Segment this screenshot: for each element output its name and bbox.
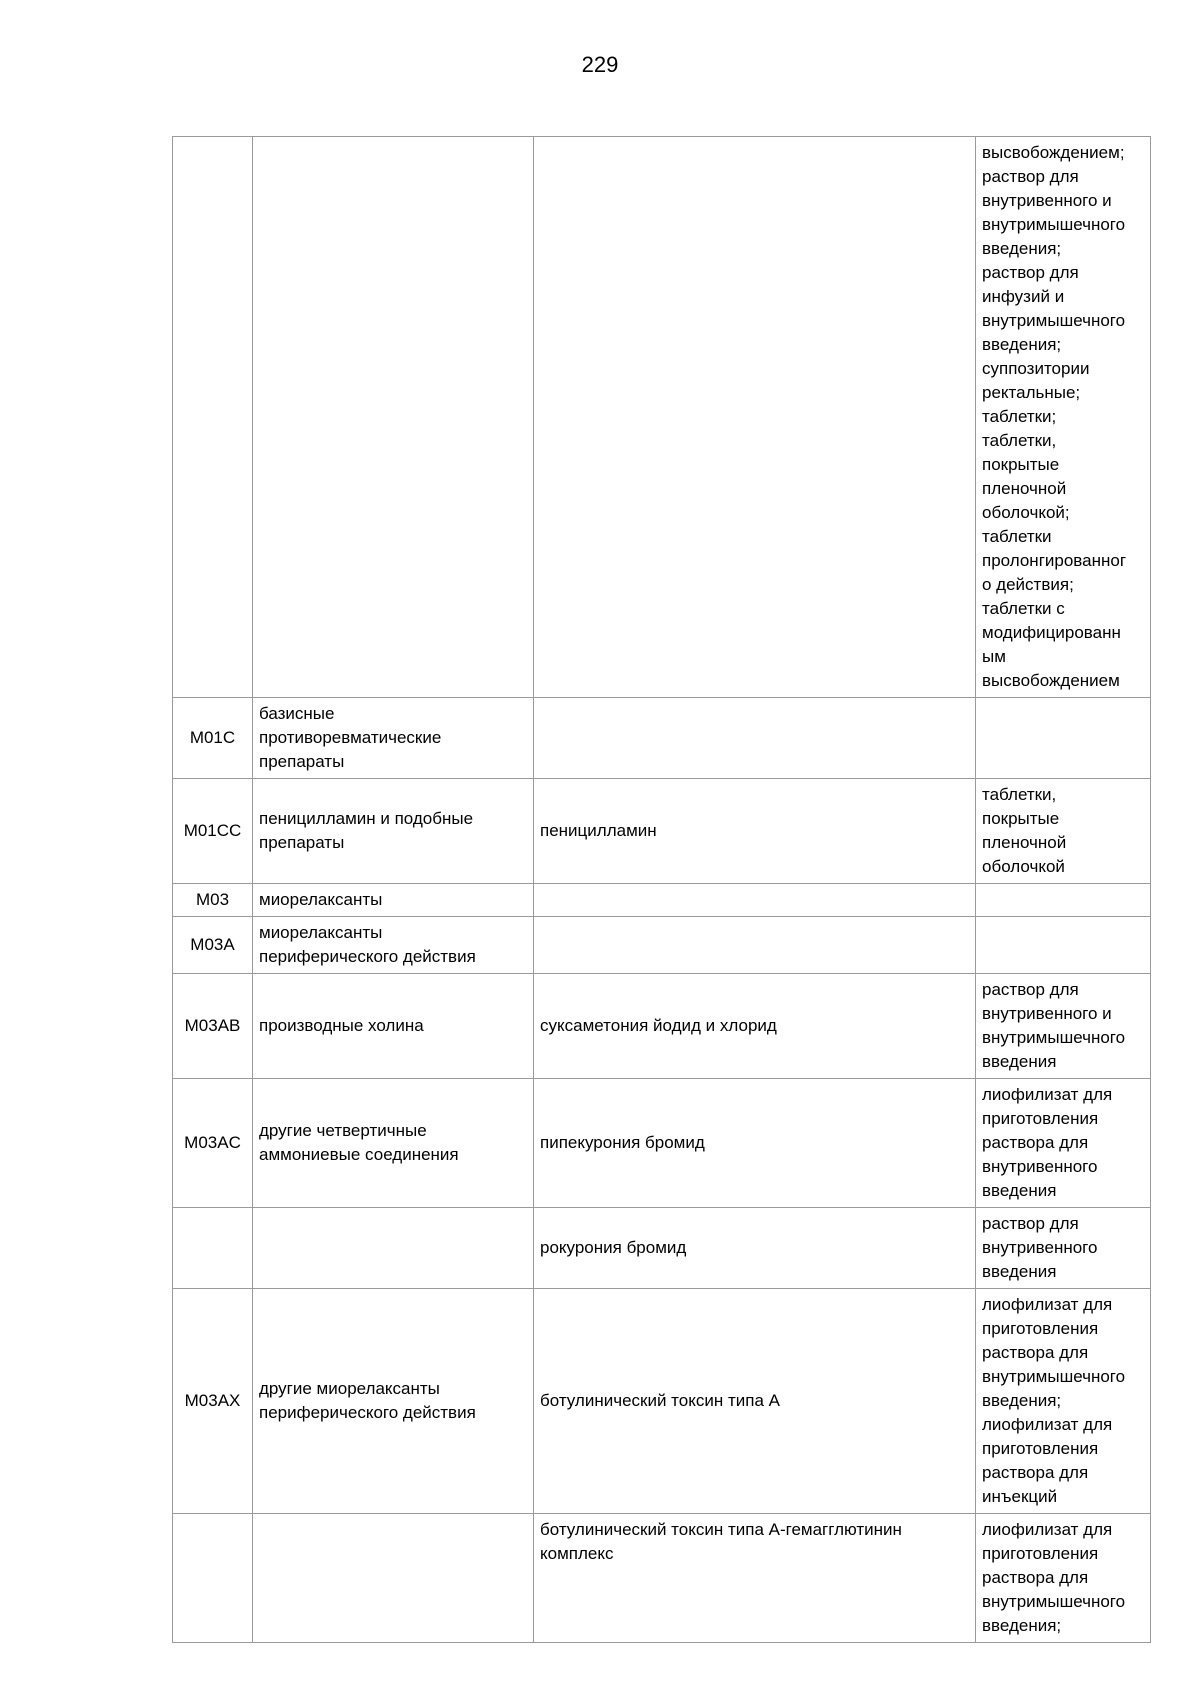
dosage-form-line: раствор для bbox=[982, 980, 1079, 999]
group-name-cell bbox=[253, 1514, 534, 1643]
dosage-form-line: высвобождением bbox=[982, 671, 1120, 690]
dosage-form-cell bbox=[976, 1208, 1151, 1289]
dosage-form-line: инфузий и bbox=[982, 287, 1065, 306]
dosage-form-line: приготовления bbox=[982, 1544, 1099, 1563]
dosage-form-cell bbox=[976, 884, 1151, 917]
group-name-line: периферического действия bbox=[259, 947, 476, 966]
table-row bbox=[173, 1514, 1151, 1643]
dosage-form-line: раствор для bbox=[982, 167, 1079, 186]
dosage-form-cell bbox=[976, 917, 1151, 974]
group-name-cell bbox=[253, 884, 534, 917]
atc-code-cell: M03AB bbox=[173, 974, 253, 1079]
dosage-form-line: внутривенного bbox=[982, 1157, 1098, 1176]
group-name-line: базисные bbox=[259, 704, 335, 723]
atc-code-cell bbox=[173, 1514, 253, 1643]
table-body bbox=[173, 137, 1151, 1643]
drug-name-line: пипекурония бромид bbox=[540, 1133, 705, 1152]
dosage-form-line: внутривенного и bbox=[982, 191, 1112, 210]
group-name-cell bbox=[253, 917, 534, 974]
dosage-form-cell bbox=[976, 137, 1151, 698]
dosage-form-line: раствора для bbox=[982, 1463, 1089, 1482]
table-row bbox=[173, 884, 1151, 917]
dosage-form-line: пленочной bbox=[982, 479, 1067, 498]
dosage-form-line: о действия; bbox=[982, 575, 1074, 594]
drug-table bbox=[172, 136, 1151, 1643]
drug-name-cell bbox=[534, 1514, 976, 1643]
dosage-form-line: лиофилизат для bbox=[982, 1085, 1113, 1104]
group-name-line: миорелаксанты bbox=[259, 890, 383, 909]
dosage-form-line: пленочной bbox=[982, 833, 1067, 852]
dosage-form-cell bbox=[976, 974, 1151, 1079]
group-name-line: периферического действия bbox=[259, 1403, 476, 1422]
dosage-form-line: введения bbox=[982, 1181, 1057, 1200]
dosage-form-line: раствор для bbox=[982, 1214, 1079, 1233]
drug-name-cell bbox=[534, 974, 976, 1079]
page-number: 229 bbox=[581, 52, 619, 77]
drug-name-cell bbox=[534, 698, 976, 779]
dosage-form-line: пролонгированног bbox=[982, 551, 1127, 570]
dosage-form-cell bbox=[976, 1514, 1151, 1643]
dosage-form-line: ым bbox=[982, 647, 1006, 666]
atc-code-cell: M03A bbox=[173, 917, 253, 974]
group-name-cell bbox=[253, 137, 534, 698]
dosage-form-line: раствор для bbox=[982, 263, 1079, 282]
dosage-form-cell bbox=[976, 1289, 1151, 1514]
drug-name-cell bbox=[534, 1208, 976, 1289]
drug-name-cell bbox=[534, 1289, 976, 1514]
drug-name-cell bbox=[534, 884, 976, 917]
group-name-line: препараты bbox=[259, 833, 345, 852]
dosage-form-line: таблетки bbox=[982, 527, 1052, 546]
group-name-line: противоревматические bbox=[259, 728, 442, 747]
dosage-form-line: лиофилизат для bbox=[982, 1295, 1113, 1314]
group-name-line: другие миорелаксанты bbox=[259, 1379, 440, 1398]
drug-name-line: суксаметония йодид и хлорид bbox=[540, 1016, 777, 1035]
atc-code-cell: M03AC bbox=[173, 1079, 253, 1208]
dosage-form-line: модифицированн bbox=[982, 623, 1121, 642]
table-row bbox=[173, 698, 1151, 779]
dosage-form-line: внутривенного bbox=[982, 1238, 1098, 1257]
table-row bbox=[173, 1079, 1151, 1208]
drug-name-line: пеницилламин bbox=[540, 821, 657, 840]
group-name-cell bbox=[253, 974, 534, 1079]
atc-code-cell: M01CC bbox=[173, 779, 253, 884]
dosage-form-line: высвобождением; bbox=[982, 143, 1125, 162]
drug-name-line: ботулинический токсин типа А bbox=[540, 1391, 780, 1410]
dosage-form-line: приготовления bbox=[982, 1439, 1099, 1458]
dosage-form-line: покрытые bbox=[982, 455, 1060, 474]
dosage-form-line: оболочкой bbox=[982, 857, 1065, 876]
drug-name-cell bbox=[534, 137, 976, 698]
group-name-cell bbox=[253, 1208, 534, 1289]
table-row bbox=[173, 137, 1151, 698]
atc-code-cell bbox=[173, 1208, 253, 1289]
group-name-cell bbox=[253, 779, 534, 884]
dosage-form-line: введения bbox=[982, 1262, 1057, 1281]
drug-name-cell bbox=[534, 779, 976, 884]
dosage-form-line: приготовления bbox=[982, 1109, 1099, 1128]
dosage-form-line: введения; bbox=[982, 1391, 1062, 1410]
dosage-form-line: внутримышечного bbox=[982, 1367, 1126, 1386]
table-row bbox=[173, 974, 1151, 1079]
dosage-form-line: внутримышечного bbox=[982, 215, 1126, 234]
dosage-form-line: раствора для bbox=[982, 1133, 1089, 1152]
dosage-form-line: оболочкой; bbox=[982, 503, 1070, 522]
drug-name-cell bbox=[534, 917, 976, 974]
group-name-line: производные холина bbox=[259, 1016, 424, 1035]
dosage-form-line: внутримышечного bbox=[982, 1592, 1126, 1611]
dosage-form-line: таблетки, bbox=[982, 785, 1057, 804]
dosage-form-line: введения; bbox=[982, 239, 1062, 258]
dosage-form-line: внутривенного и bbox=[982, 1004, 1112, 1023]
dosage-form-line: покрытые bbox=[982, 809, 1060, 828]
group-name-line: пеницилламин и подобные bbox=[259, 809, 474, 828]
table-row bbox=[173, 1289, 1151, 1514]
table-row bbox=[173, 779, 1151, 884]
dosage-form-line: раствора для bbox=[982, 1343, 1089, 1362]
dosage-form-line: таблетки с bbox=[982, 599, 1065, 618]
atc-code-cell: M03AX bbox=[173, 1289, 253, 1514]
group-name-line: аммониевые соединения bbox=[259, 1145, 459, 1164]
atc-code-cell: M01C bbox=[173, 698, 253, 779]
dosage-form-cell bbox=[976, 698, 1151, 779]
group-name-cell bbox=[253, 1289, 534, 1514]
group-name-line: миорелаксанты bbox=[259, 923, 383, 942]
dosage-form-line: таблетки, bbox=[982, 431, 1057, 450]
dosage-form-line: таблетки; bbox=[982, 407, 1057, 426]
drug-name-line: рокурония бромид bbox=[540, 1238, 687, 1257]
dosage-form-line: ректальные; bbox=[982, 383, 1081, 402]
dosage-form-line: введения bbox=[982, 1052, 1057, 1071]
drug-name-line: комплекс bbox=[540, 1544, 614, 1563]
dosage-form-cell bbox=[976, 779, 1151, 884]
dosage-form-line: суппозитории bbox=[982, 359, 1090, 378]
dosage-form-cell bbox=[976, 1079, 1151, 1208]
group-name-line: препараты bbox=[259, 752, 345, 771]
table-row bbox=[173, 1208, 1151, 1289]
dosage-form-line: введения; bbox=[982, 335, 1062, 354]
group-name-cell bbox=[253, 698, 534, 779]
drug-name-line: ботулинический токсин типа А-гемагглютинин bbox=[540, 1520, 902, 1539]
dosage-form-line: лиофилизат для bbox=[982, 1520, 1113, 1539]
dosage-form-line: инъекций bbox=[982, 1487, 1058, 1506]
drug-name-cell bbox=[534, 1079, 976, 1208]
group-name-cell bbox=[253, 1079, 534, 1208]
group-name-line: другие четвертичные bbox=[259, 1121, 427, 1140]
atc-code-cell bbox=[173, 137, 253, 698]
dosage-form-line: лиофилизат для bbox=[982, 1415, 1113, 1434]
dosage-form-line: введения; bbox=[982, 1616, 1062, 1635]
dosage-form-line: внутримышечного bbox=[982, 1028, 1126, 1047]
dosage-form-line: раствора для bbox=[982, 1568, 1089, 1587]
table-row bbox=[173, 917, 1151, 974]
atc-code-cell: M03 bbox=[173, 884, 253, 917]
dosage-form-line: внутримышечного bbox=[982, 311, 1126, 330]
dosage-form-line: приготовления bbox=[982, 1319, 1099, 1338]
